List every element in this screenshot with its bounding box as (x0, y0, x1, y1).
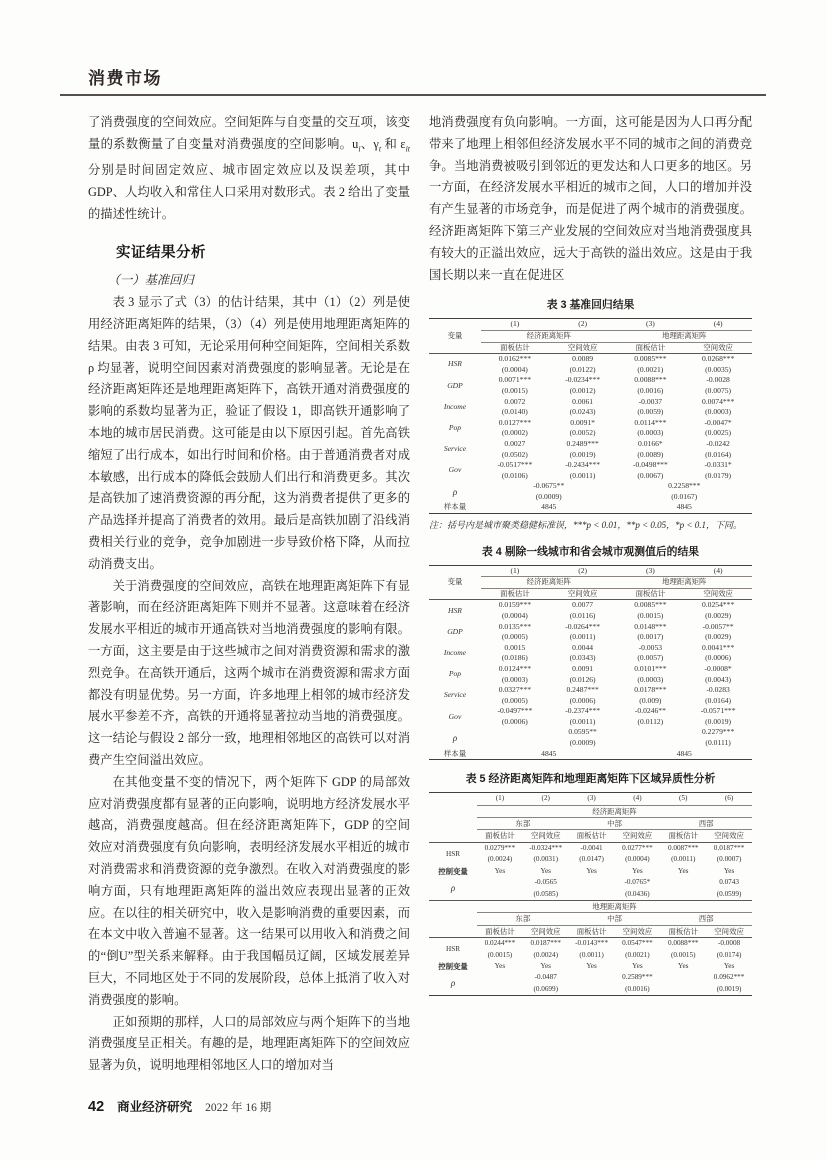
coef-cell: 0.0166* (638, 438, 663, 448)
coef-cell: -0.0324*** (529, 843, 563, 852)
journal-name: 商业经济研究 (117, 1100, 193, 1114)
variable-label: Service (443, 690, 467, 700)
rho-value: -0.0487 (534, 973, 557, 982)
empty-cell (481, 738, 549, 749)
estimate-type-header: 面板估计 (481, 342, 549, 354)
matrix-group-header: 地理距离矩阵 (477, 900, 752, 912)
estimate-type-header: 面板估计 (660, 830, 706, 842)
coef-cell: 0.0277*** (622, 843, 653, 852)
sample-size-value: 4845 (676, 748, 692, 758)
se-cell: (0.0024) (533, 950, 559, 959)
table5-title: 表 5 经济距离矩阵和地理距离矩阵下区域异质性分析 (465, 773, 716, 786)
text-run: 分别是时间固定效应、城市固定效应以及误差项，其中 GDP、人均收入和常住人口采用对数形式。表 2 给出了变量的描述性统计。 (88, 163, 410, 221)
se-cell: (0.0029) (705, 610, 732, 620)
estimate-type-header: 面板估计 (477, 830, 523, 842)
coef-cell: 0.0268*** (701, 354, 735, 364)
variable-label: HSR (448, 605, 462, 615)
estimate-type-header: 空间效应 (614, 925, 660, 937)
se-cell: (0.0031) (533, 855, 559, 864)
coef-cell: 0.0085*** (634, 354, 667, 364)
table3-title: 表 3 基准回归结果 (546, 299, 635, 312)
coef-cell: 0.0041*** (701, 642, 735, 652)
right-column (429, 112, 752, 1102)
coef-cell: 0.0178*** (634, 685, 667, 695)
controls-cell: Yes (632, 961, 643, 970)
column-number: (3) (569, 793, 615, 805)
matrix-group-header: 经济距离矩阵 (481, 577, 617, 589)
rho-label: ρ (452, 486, 458, 497)
issue-label: 2022 年 16 期 (205, 1102, 272, 1114)
rho-value: 0.2589*** (622, 973, 653, 982)
se-cell: (0.0052) (569, 428, 596, 438)
se-cell: (0.0024) (487, 855, 513, 864)
rho-value: -0.0765* (624, 878, 651, 887)
se-cell: (0.0043) (705, 674, 732, 684)
subscript-it: it (405, 144, 410, 154)
column-number: (1) (481, 319, 549, 331)
column-number: (1) (481, 565, 549, 577)
controls-cell: Yes (540, 866, 551, 875)
text-run: 、γ (360, 136, 379, 151)
coef-cell: 0.0244*** (484, 939, 516, 948)
region-header: 西部 (660, 913, 752, 925)
region-header: 西部 (660, 818, 752, 830)
paragraph: 正如预期的那样，人口的局部效应与两个矩阵下的当地消费强度呈正相关。有趣的是，地理距离矩阵下的空间效应显著为负，说明地理相邻地区人口的增加对当 (88, 1014, 410, 1073)
se-cell: (0.0003) (637, 674, 664, 684)
se-cell: (0.0126) (569, 674, 596, 684)
rho-se: (0.0585) (533, 889, 559, 898)
column-number: (3) (617, 565, 685, 577)
se-cell: (0.0502) (501, 449, 528, 459)
se-cell: (0.0017) (637, 632, 664, 642)
rho-label: ρ (450, 882, 456, 893)
se-cell: (0.009) (639, 695, 662, 705)
controls-label: 控制变量 (438, 961, 468, 971)
empty-cell (617, 738, 685, 749)
se-cell: (0.0021) (637, 364, 664, 374)
variable-label: HSR (446, 849, 460, 858)
paragraph-continuation: 地消费强度有负向影响。一方面，这可能是因为人口再分配带来了地理上相邻但经济发展水平不同的城市之间的消费竞争。当地消费被吸引到邻近的更发达和人口更多的地区。另一方面，在经济发展水平相近的城市之间，人口的增加并没有产生显著的市场竞争，而是促进了两个城市的消费强度。经济距离矩阵下第三产业发展的空间效应对当地消费强度具有较大的正溢出效应，远大于高铁的溢出效应。这是由于我国长期以来一直在促进区 (429, 115, 752, 282)
se-cell: (0.0004) (625, 855, 650, 864)
coef-cell: 0.0148*** (634, 621, 667, 631)
estimate-type-header: 空间效应 (614, 830, 660, 842)
rho-value: 0.2279*** (701, 727, 735, 737)
variable-label: Gov (448, 465, 462, 475)
controls-cell: Yes (494, 961, 506, 970)
coef-cell: -0.0008* (704, 663, 732, 673)
controls-cell: Yes (494, 866, 506, 875)
empty-cell (429, 818, 477, 830)
table3-baseline-regression (429, 318, 752, 514)
empty-cell (429, 805, 477, 817)
region-header: 东部 (477, 818, 569, 830)
coef-cell: 0.0077 (572, 600, 594, 610)
se-cell: (0.0029) (705, 632, 732, 642)
paragraph: 在其他变量不变的情况下，两个矩阵下 GDP 的局部效应对消费强度都有显著的正向影响，说明地方经济发展水平越高，消费强度越高。但在经济距离矩阵下，GDP 的空间效应对消费强度有负向影响，表明经济发展水平相近的城市对消费需求和消费资源的竞争激烈。在收入对消费强度的影响方面，只有地理距离矩阵的溢出效应表现出显著的正效应。在以往的相关研究中，收入是影响消费的重要因素，而在本文中收入普遍不显著。这一结果可以用收入和消费之间的“倒U”型关系来解释。由于我国幅员辽阔，区域发展差异巨大，不同地区处于不同的发展阶段，总体上抵消了收入对消费强度的影响。 (88, 774, 410, 1007)
coef-cell: 0.0124*** (498, 663, 532, 673)
controls-cell: Yes (632, 866, 643, 875)
se-cell: (0.0004) (501, 610, 528, 620)
coef-cell: 0.0114*** (634, 417, 667, 427)
coef-cell: -0.0497*** (497, 706, 533, 716)
empty-cell (617, 727, 685, 738)
estimate-type-header: 空间效应 (523, 925, 569, 937)
region-header: 东部 (477, 913, 569, 925)
rho-se: (0.0167) (671, 491, 698, 501)
coef-cell: -0.0242 (706, 438, 730, 448)
text-run: 了消费强度的空间效应。空间矩阵与自变量的交互项，该变量的系数衡量了自变量对消费强度的空间影响。u (88, 115, 410, 151)
paragraph-continuation (88, 112, 410, 225)
rho-value: 0.2258*** (668, 481, 701, 491)
controls-cell: Yes (723, 866, 735, 875)
text-run: 和 ε (381, 136, 406, 151)
estimate-type-header: 空间效应 (684, 342, 752, 354)
coef-cell: 0.0547*** (622, 939, 653, 948)
coef-cell: 0.2489*** (566, 438, 599, 448)
coef-cell: -0.0331* (704, 460, 732, 470)
coef-cell: 0.0074*** (701, 396, 735, 406)
estimate-type-header: 空间效应 (684, 588, 752, 600)
controls-cell: Yes (677, 961, 689, 970)
column-number: (5) (660, 793, 706, 805)
sample-size-label: 样本量 (443, 748, 467, 758)
coef-cell: 0.0127*** (498, 417, 532, 427)
se-cell: (0.0243) (569, 407, 596, 417)
se-cell: (0.0005) (501, 695, 528, 705)
se-cell: (0.0011) (569, 632, 596, 642)
rho-se: (0.0699) (533, 984, 559, 993)
se-cell: (0.0164) (705, 449, 732, 459)
matrix-group-header: 经济距离矩阵 (477, 805, 752, 817)
se-cell: (0.0112) (637, 716, 664, 726)
empty-cell (660, 889, 706, 901)
page-number: 42 (88, 1099, 105, 1115)
coef-cell: 0.0088*** (634, 375, 667, 385)
coef-cell: -0.0264*** (565, 621, 601, 631)
estimate-type-header: 面板估计 (481, 588, 549, 600)
rho-value: 0.0743 (719, 878, 739, 887)
coef-cell: -0.0008 (717, 939, 741, 948)
empty-cell (429, 830, 477, 842)
left-column (88, 112, 410, 1092)
se-cell: (0.0179) (705, 470, 732, 480)
coef-cell: -0.0047* (704, 417, 732, 427)
estimate-type-header: 面板估计 (660, 925, 706, 937)
table4-title: 表 4 剔除一线城市和省会城市观测值后的结果 (481, 545, 700, 558)
empty-cell (429, 793, 477, 805)
subsection-heading: （一）基准回归 (107, 273, 194, 288)
se-cell: (0.0021) (625, 950, 650, 959)
variable-label: Income (443, 401, 467, 411)
column-number: (2) (523, 793, 569, 805)
coef-cell: -0.2374*** (565, 706, 601, 716)
se-cell: (0.0004) (501, 364, 528, 374)
coef-cell: -0.0057** (702, 621, 734, 631)
rho-se: (0.0111) (705, 738, 731, 748)
empty-cell (569, 889, 615, 901)
empty-cell (429, 913, 477, 925)
empty-cell (660, 877, 706, 888)
coef-cell: 0.2487*** (566, 685, 599, 695)
coef-cell: 0.0159*** (498, 600, 532, 610)
se-cell: (0.0140) (501, 407, 528, 417)
coef-cell: 0.0072 (504, 396, 526, 406)
variable-label: Gov (448, 711, 462, 721)
se-cell: (0.0122) (569, 364, 596, 374)
coef-cell: -0.0028 (706, 375, 730, 385)
subscript-t: t (378, 144, 382, 154)
header-rule (60, 94, 766, 96)
se-cell: (0.0007) (716, 855, 742, 864)
coef-cell: 0.0071*** (498, 375, 532, 385)
coef-cell: -0.0037 (638, 396, 663, 406)
rho-se: (0.0009) (569, 738, 596, 748)
se-cell: (0.0174) (716, 950, 742, 959)
rho-value: -0.0565 (534, 878, 557, 887)
sample-size-label: 样本量 (443, 502, 467, 512)
page-footer (88, 1097, 271, 1115)
column-number: (4) (684, 319, 752, 331)
coef-cell: -0.0234*** (565, 375, 601, 385)
estimate-type-header: 面板估计 (477, 925, 523, 937)
empty-cell (477, 877, 523, 888)
empty-cell (569, 984, 615, 996)
se-cell: (0.0003) (705, 407, 732, 417)
estimate-type-header: 空间效应 (706, 830, 752, 842)
coef-cell: 0.0279*** (484, 843, 516, 852)
empty-cell (477, 889, 523, 901)
variable-label: Pop (448, 423, 462, 433)
rho-label: ρ (452, 732, 458, 743)
controls-cell: Yes (677, 866, 689, 875)
column-number: (6) (706, 793, 752, 805)
coef-cell: -0.0041 (580, 843, 603, 852)
coef-cell: 0.0088*** (667, 939, 699, 948)
coef-cell: 0.0015 (504, 642, 526, 652)
empty-cell (569, 877, 615, 888)
matrix-group-header: 地理距离矩阵 (617, 577, 753, 589)
se-cell: (0.0006) (705, 653, 732, 663)
estimate-type-header: 面板估计 (569, 830, 615, 842)
estimate-type-header: 空间效应 (549, 588, 617, 600)
coef-cell: 0.0327*** (498, 685, 532, 695)
controls-cell: Yes (723, 961, 735, 970)
estimate-type-header: 空间效应 (523, 830, 569, 842)
rho-se: (0.0599) (716, 889, 742, 898)
matrix-group-header: 地理距离矩阵 (617, 330, 753, 342)
se-cell: (0.0067) (637, 470, 664, 480)
se-cell: (0.0116) (569, 610, 596, 620)
sample-size-value: 4845 (676, 502, 692, 512)
se-cell: (0.0011) (671, 855, 696, 864)
se-cell: (0.0006) (501, 716, 528, 726)
se-cell: (0.0006) (569, 695, 596, 705)
table5-regional-heterogeneity (429, 792, 752, 996)
empty-cell (569, 972, 615, 983)
se-cell: (0.0147) (579, 855, 604, 864)
controls-cell: Yes (540, 961, 551, 970)
table3-note: 注：括号内是城市聚类稳健标准误，***p < 0.01，**p < 0.05，*p < 0.1，下同。 (429, 520, 742, 531)
rho-value: -0.0675** (533, 481, 565, 491)
coef-cell: 0.0091* (570, 417, 595, 427)
rho-label: ρ (450, 978, 456, 989)
variable-label: Pop (448, 669, 462, 679)
section-kicker: 消费市场 (88, 69, 162, 88)
paragraph: 关于消费强度的空间效应，高铁在地理距离矩阵下有显著影响，而在经济距离矩阵下则并不显著。这意味着在经济发展水平相近的城市开通高铁对当地消费强度的影响有限。一方面，这主要是由于这些城市之间对消费资源和需求的激烈竞争。在高铁开通后，这两个城市在消费资源和需求方面都没有明显优势。另一方面，许多地理上相邻的城市经济发展水平参差不齐，高铁的开通将显著拉动当地的消费强度。这一结论与假设 2 部分一致，地理相邻地区的高铁可以对消费产生空间溢出效应。 (88, 578, 410, 767)
se-cell: (0.0012) (569, 385, 596, 395)
sample-size-value: 4845 (541, 748, 557, 758)
coef-cell: -0.2434*** (565, 460, 601, 470)
variable-label: GDP (447, 380, 463, 390)
estimate-type-header: 面板估计 (617, 342, 685, 354)
rho-se: (0.0436) (625, 889, 650, 898)
column-number: (2) (549, 319, 617, 331)
coef-cell: 0.0027 (504, 438, 526, 448)
variable-label: GDP (447, 626, 463, 636)
estimate-type-header: 面板估计 (569, 925, 615, 937)
se-cell: (0.0015) (487, 950, 513, 959)
se-cell: (0.0002) (501, 428, 528, 438)
se-cell: (0.0059) (637, 407, 664, 417)
empty-cell (660, 972, 706, 983)
rho-se: (0.0016) (625, 984, 650, 993)
se-cell: (0.0005) (501, 632, 528, 642)
table4-robustness-excluding-cities (429, 565, 752, 761)
estimate-type-header: 空间效应 (706, 925, 752, 937)
coef-cell: 0.0044 (572, 642, 594, 652)
region-header: 中部 (569, 818, 661, 830)
rho-value: 0.0595** (568, 727, 597, 737)
variable-label: Service (443, 444, 467, 454)
matrix-group-header: 经济距离矩阵 (481, 330, 617, 342)
empty-cell (660, 984, 706, 996)
column-number: (3) (617, 319, 685, 331)
se-cell: (0.0035) (705, 364, 732, 374)
se-cell: (0.0003) (637, 428, 664, 438)
se-cell: (0.0015) (670, 950, 696, 959)
coef-cell: 0.0187*** (530, 939, 562, 948)
column-number: (2) (549, 565, 617, 577)
variable-label: Income (443, 648, 467, 658)
empty-cell (429, 900, 477, 912)
controls-cell: Yes (586, 961, 597, 970)
variable-label: HSR (446, 944, 460, 953)
coef-cell: 0.0085*** (634, 600, 667, 610)
se-cell: (0.0089) (637, 449, 664, 459)
se-cell: (0.0057) (637, 653, 664, 663)
se-cell: (0.0106) (501, 470, 528, 480)
coef-cell: -0.0143*** (575, 939, 609, 948)
coef-cell: -0.0283 (706, 685, 730, 695)
se-cell: (0.0186) (501, 653, 528, 663)
coef-cell: 0.0061 (572, 396, 594, 406)
se-cell: (0.0016) (637, 385, 664, 395)
se-cell: (0.0015) (637, 610, 664, 620)
empty-cell (477, 972, 523, 983)
empty-cell (429, 925, 477, 937)
empty-cell (477, 984, 523, 996)
column-number: (4) (614, 793, 660, 805)
se-cell: (0.0075) (705, 385, 732, 395)
section-heading: 实证结果分析 (116, 245, 206, 262)
se-cell: (0.0011) (569, 716, 596, 726)
se-cell: (0.0011) (569, 470, 596, 480)
estimate-type-header: 面板估计 (617, 588, 685, 600)
coef-cell: 0.0187*** (713, 843, 745, 852)
coef-cell: -0.0246** (634, 706, 666, 716)
coef-cell: 0.0101*** (634, 663, 667, 673)
coef-cell: -0.0053 (638, 642, 663, 652)
se-cell: (0.0019) (569, 449, 596, 459)
rho-se: (0.0019) (716, 984, 742, 993)
coef-cell: 0.0135*** (498, 621, 532, 631)
paragraph: 表 3 显示了式（3）的估计结果，其中（1）（2）列是使用经济距离矩阵的结果，（3）（4）列是使用地理距离矩阵的结果。由表 3 可知，无论采用何种空间矩阵，空间相关系数 ρ 均显著，说明空间因素对消费强度的影响显著。无论是在经济距离矩阵还是地理距离矩阵下，高铁开通对消费强度的影响的系数均显著为正，验证了假设 1，即高铁开通影响了本地的城市居民消费。这可能是由以下原因引起。首先高铁缩短了出行成本，如出行时间和价格。由于普通消费者对成本敏感，出行成本的降低会鼓励人们出行和消费更多。其次是高铁加了速消费资源的再分配，这为消费者提供了更多的产品选择并提高了消费者的效用。最后是高铁加剧了沿线消费相关行业的竞争，竞争加剧进一步导致价格下降，从而拉动消费支出。 (88, 295, 410, 571)
empty-cell (481, 727, 549, 738)
se-cell: (0.0025) (705, 428, 732, 438)
coef-cell: -0.0517*** (497, 460, 533, 470)
table-header-cell: 变量 (429, 319, 481, 354)
estimate-type-header: 空间效应 (549, 342, 617, 354)
coef-cell: -0.0571*** (700, 706, 736, 716)
coef-cell: 0.0162*** (498, 354, 532, 364)
se-cell: (0.0019) (705, 716, 732, 726)
se-cell: (0.0164) (705, 695, 732, 705)
se-cell: (0.0015) (501, 385, 528, 395)
coef-cell: 0.0087*** (667, 843, 699, 852)
rho-se: (0.0009) (535, 491, 562, 501)
rho-value: 0.0962*** (713, 973, 745, 982)
coef-cell: -0.0498*** (632, 460, 668, 470)
column-number: (4) (684, 565, 752, 577)
controls-cell: Yes (586, 866, 597, 875)
subscript-i: i (358, 144, 361, 154)
se-cell: (0.0011) (579, 950, 604, 959)
se-cell: (0.0343) (569, 653, 596, 663)
sample-size-value: 4845 (541, 502, 557, 512)
controls-label: 控制变量 (438, 866, 468, 876)
coef-cell: 0.0089 (572, 354, 594, 364)
table-header-cell: 变量 (429, 565, 481, 600)
column-number: (1) (477, 793, 523, 805)
variable-label: HSR (448, 359, 462, 369)
region-header: 中部 (569, 913, 661, 925)
coef-cell: 0.0254*** (701, 600, 735, 610)
coef-cell: 0.0091 (572, 663, 594, 673)
se-cell: (0.0003) (501, 674, 528, 684)
